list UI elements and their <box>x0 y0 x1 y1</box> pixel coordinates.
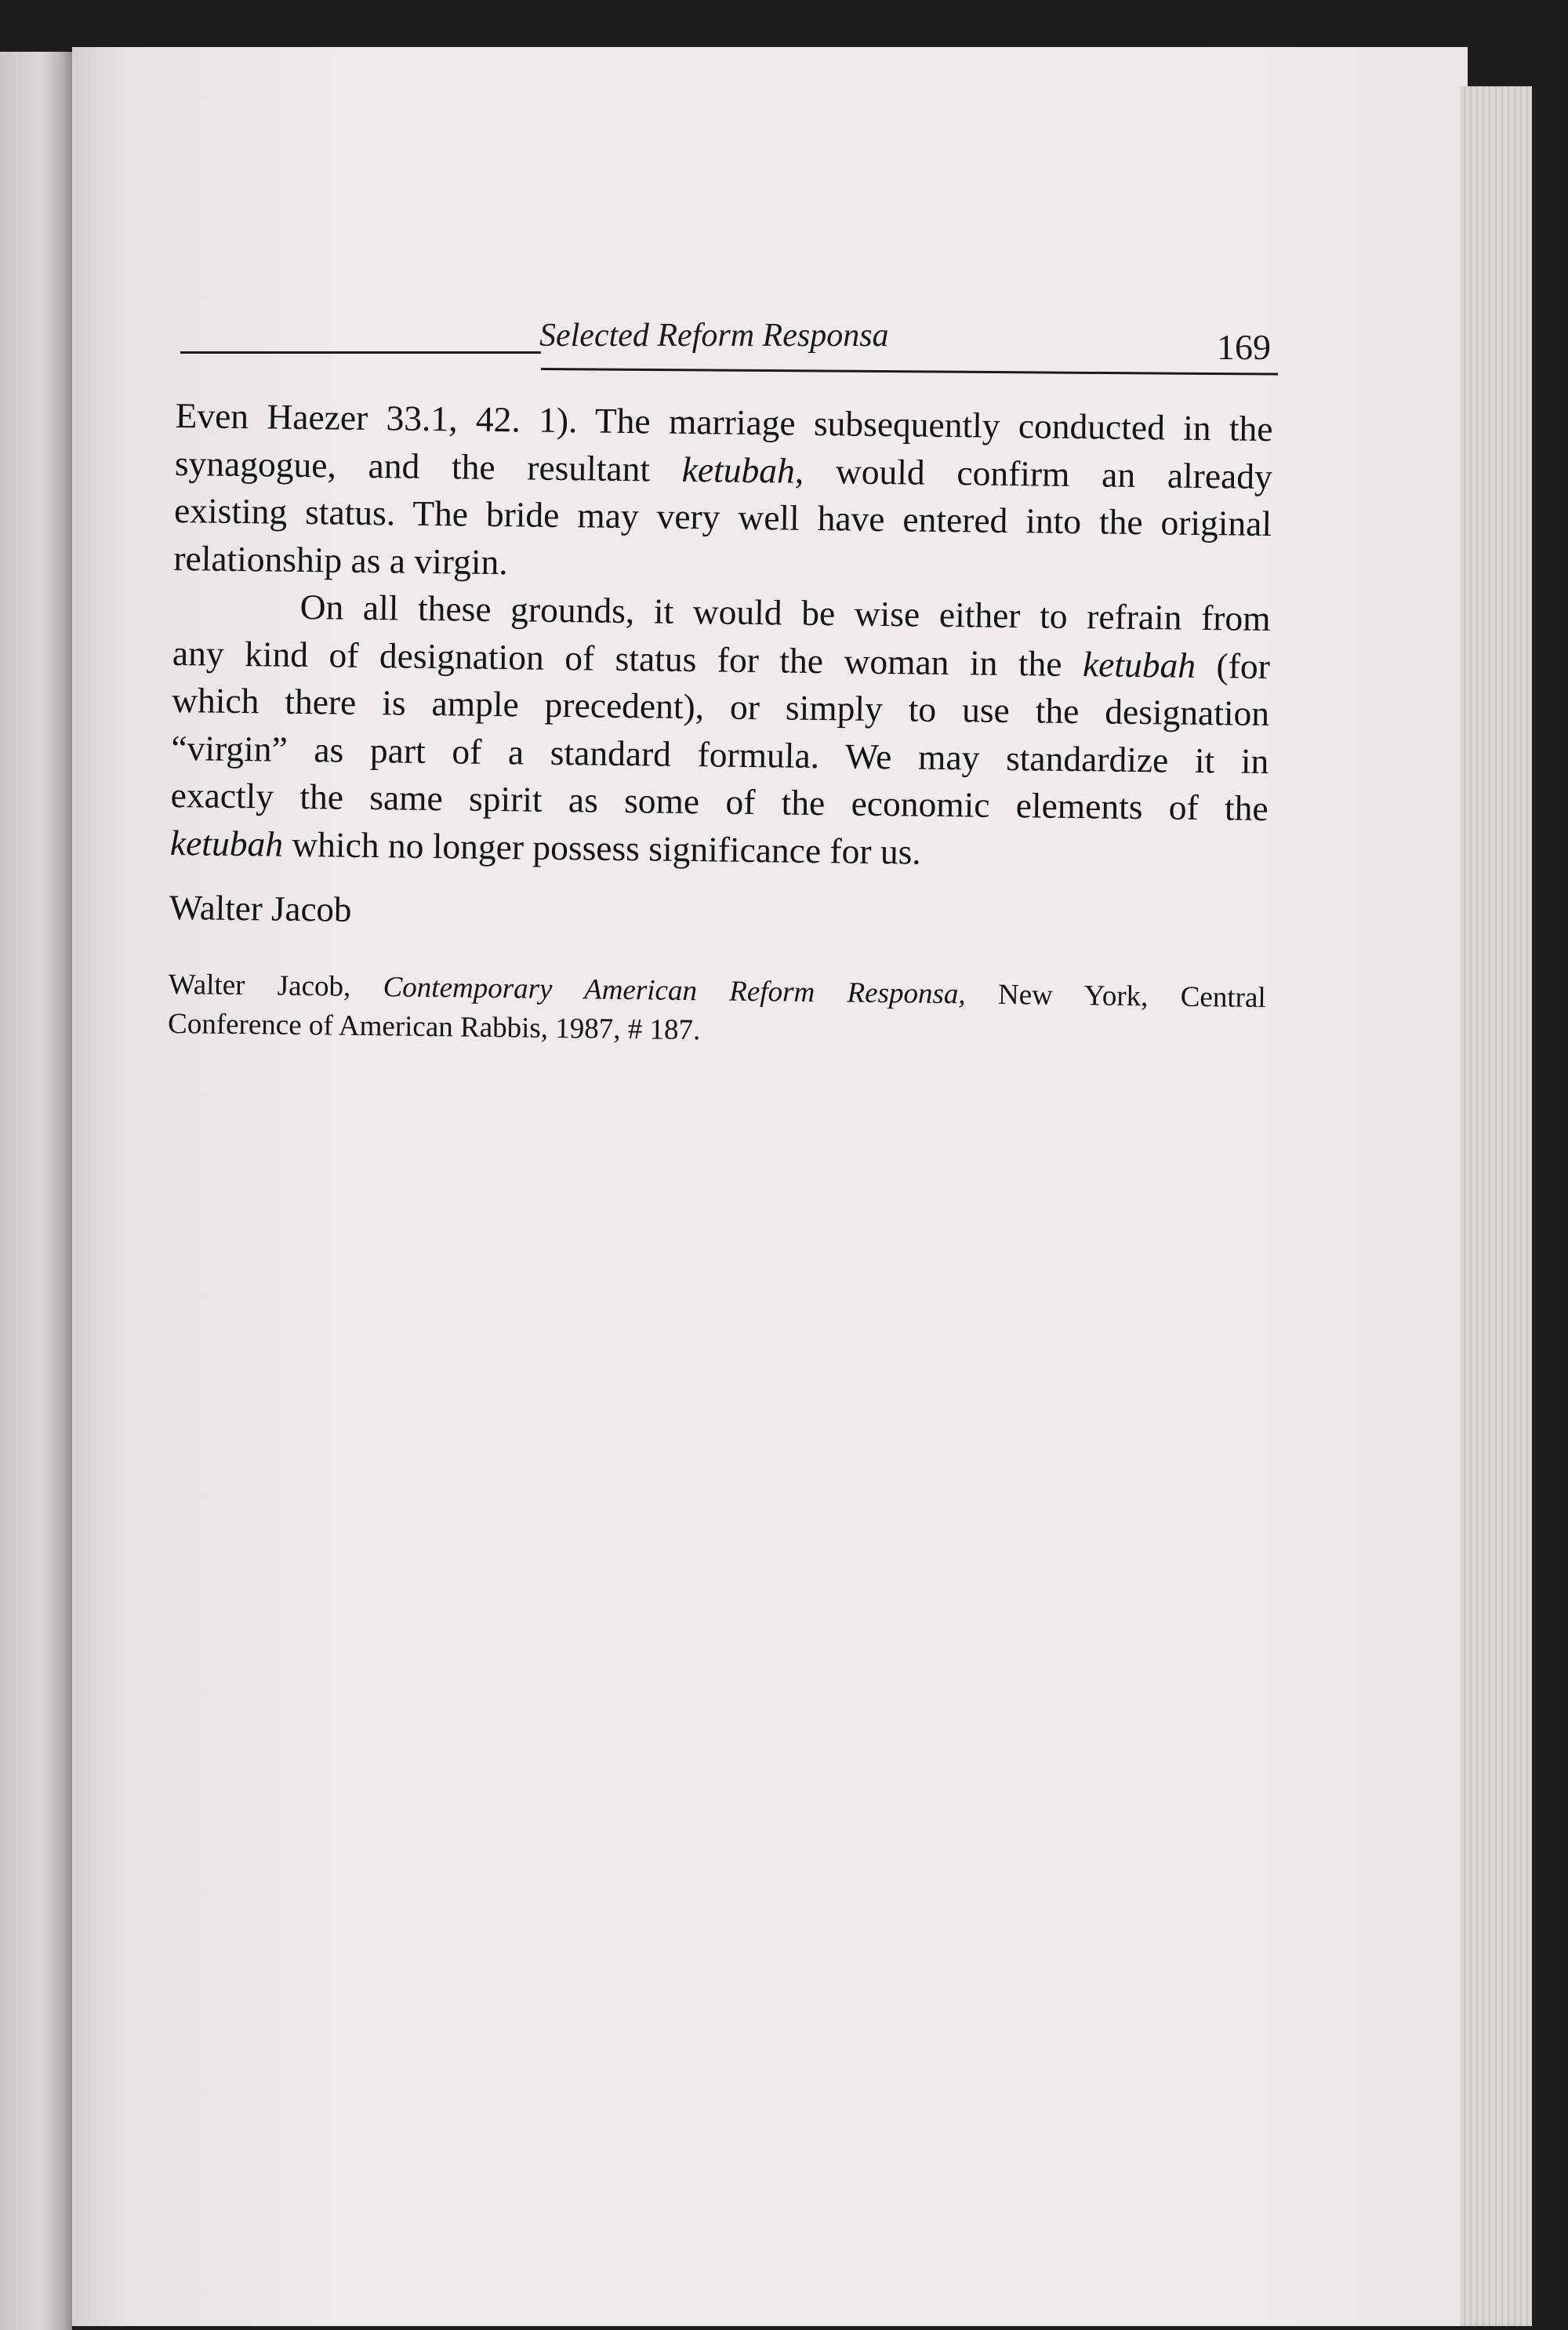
italic-term: ketubah <box>169 822 284 864</box>
running-title: Selected Reform Responsa <box>539 318 889 354</box>
book-page <box>72 47 1468 2326</box>
text-line: existing status. The bride may very well have entered into the original <box>173 489 1272 544</box>
text-line: On all these grounds, it would be wise either to refrain from <box>299 586 1271 639</box>
text-line: “virgin” as part of a standard formula. We may standardize it in <box>171 727 1269 781</box>
page-stack-edge <box>1460 86 1532 2326</box>
header-rule-left <box>180 351 541 354</box>
italic-term: ketubah, <box>681 449 804 491</box>
body-text <box>168 392 1273 1057</box>
citation-line: Conference of American Rabbis, 1987, # 187. <box>167 1007 701 1047</box>
text-line: synagogue, and the resultant ketubah, would confirm an already <box>174 442 1273 496</box>
text-line: exactly the same spirit as some of the economic elements of the <box>170 774 1269 829</box>
text-line: any kind of designation of status for the woman in the ketubah (for <box>172 632 1271 686</box>
left-page-edge <box>0 52 72 2330</box>
source-citation <box>168 965 1266 1057</box>
text-line: Even Haezer 33.1, 42. 1). The marriage subsequently conducted in the <box>175 394 1273 449</box>
citation-title: Contemporary American Reform Responsa, <box>383 971 966 1011</box>
text-line: ketubah which no longer possess significance for us. <box>169 822 922 872</box>
author-signature: Walter Jacob <box>169 887 352 929</box>
text-line: which there is ample precedent), or simply to use the designation <box>171 679 1270 734</box>
text-line: relationship as a virgin. <box>173 537 508 582</box>
page-number: 169 <box>1217 327 1271 367</box>
italic-term: ketubah <box>1082 643 1196 685</box>
citation-line: Walter Jacob, Contemporary American Reform Responsa, New York, Central <box>168 968 1266 1015</box>
